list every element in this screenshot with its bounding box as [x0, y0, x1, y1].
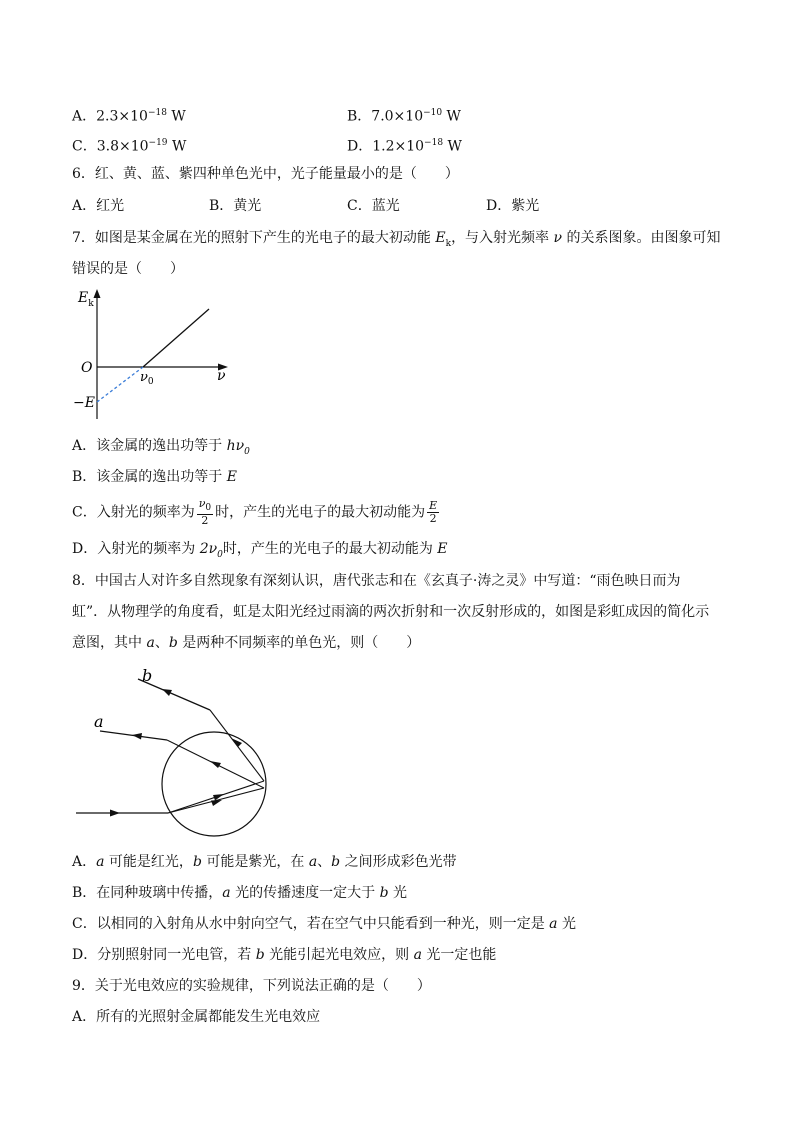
q8-option-c: C．以相同的入射角从水中射向空气，若在空气中只能看到一种光，则一定是 a 光: [72, 916, 576, 932]
ek-line: [143, 309, 209, 367]
q5-option-a: A．$2.3\times 10^{-18}$ W: [72, 108, 186, 125]
q9-stem: 9．关于光电效应的实验规律，下列说法正确的是（ ）: [72, 978, 431, 994]
q7c-fraction-e: $\frac{E}{2}$: [429, 499, 438, 526]
nu0-label: $\nu_0$: [140, 370, 154, 387]
q8-stem-line1: 8．中国古人对许多自然现象有深刻认识，唐代张志和在《玄真子·涛之灵》中写道：“雨色映日而为: [72, 573, 681, 589]
raindrop-circle: [162, 732, 266, 836]
q9-option-a: A．所有的光照射金属都能发生光电效应: [72, 1009, 321, 1025]
q6-option-c: C．蓝光: [347, 198, 400, 214]
y-intercept-label: −E: [73, 395, 95, 411]
q8-stem-line2: 虹”．从物理学的角度看，虹是太阳光经过雨滴的两次折射和一次反射形成的，如图是彩虹成因的简化示: [72, 604, 710, 620]
q5-option-b: B．$7.0\times 10^{-10}$ W: [347, 108, 461, 125]
q6-option-a: A．红光: [72, 198, 125, 214]
q7-ek-graph: [70, 284, 240, 424]
q7-option-b: B．该金属的逸出功等于 E: [72, 469, 237, 485]
y-axis-arrow: [94, 289, 101, 298]
ek-line-extension: [97, 367, 143, 402]
q7-option-a: A．该金属的逸出功等于 $h\nu_0$: [72, 438, 250, 457]
label-a: a: [94, 712, 104, 731]
q8-stem-line3: 意图，其中 a、b 是两种不同频率的单色光，则（ ）: [72, 635, 421, 651]
q7-option-d: D．入射光的频率为 $2\nu_0$时，产生的光电子的最大初动能为 E: [72, 541, 448, 560]
origin-label: O: [81, 360, 93, 376]
incident-arrow: [110, 810, 120, 817]
x-axis-label: ν: [217, 368, 226, 384]
q7c-fraction-nu: $\frac{\nu_0}{2}$: [198, 497, 212, 528]
q6-option-d: D．紫光: [486, 198, 540, 214]
q5-option-d: D．$1.2\times 10^{-18}$ W: [347, 138, 462, 155]
q5-option-c: C．$3.8\times 10^{-19}$ W: [72, 138, 187, 155]
q7-stem-line2: 错误的是（ ）: [72, 261, 184, 277]
q7-option-c: C．入射光的频率为 $\frac{\nu_0}{2}$ 时，产生的光电子的最大初动能为 $\frac{E}{2}$: [72, 497, 438, 528]
q6-stem: 6．红、黄、蓝、紫四种单色光中，光子能量最小的是（ ）: [72, 166, 459, 182]
y-axis-label: $E_k$: [78, 290, 94, 309]
q8-option-b: B．在同种玻璃中传播，a 光的传播速度一定大于 b 光: [72, 885, 407, 901]
q8-option-a: A．a 可能是红光，b 可能是紫光，在 a、b 之间形成彩色光带: [72, 854, 457, 870]
q8-option-d: D．分别照射同一光电管，若 b 光能引起光电效应，则 a 光一定也能: [72, 947, 497, 963]
q6-option-b: B．黄光: [209, 198, 262, 214]
q8-rainbow-diagram: [70, 660, 280, 840]
label-b: b: [142, 666, 153, 685]
q7-stem: 7．如图是某金属在光的照射下产生的光电子的最大初动能 $E_k$，与入射光频率 ν 的关系图象。由图象可知: [72, 230, 721, 249]
